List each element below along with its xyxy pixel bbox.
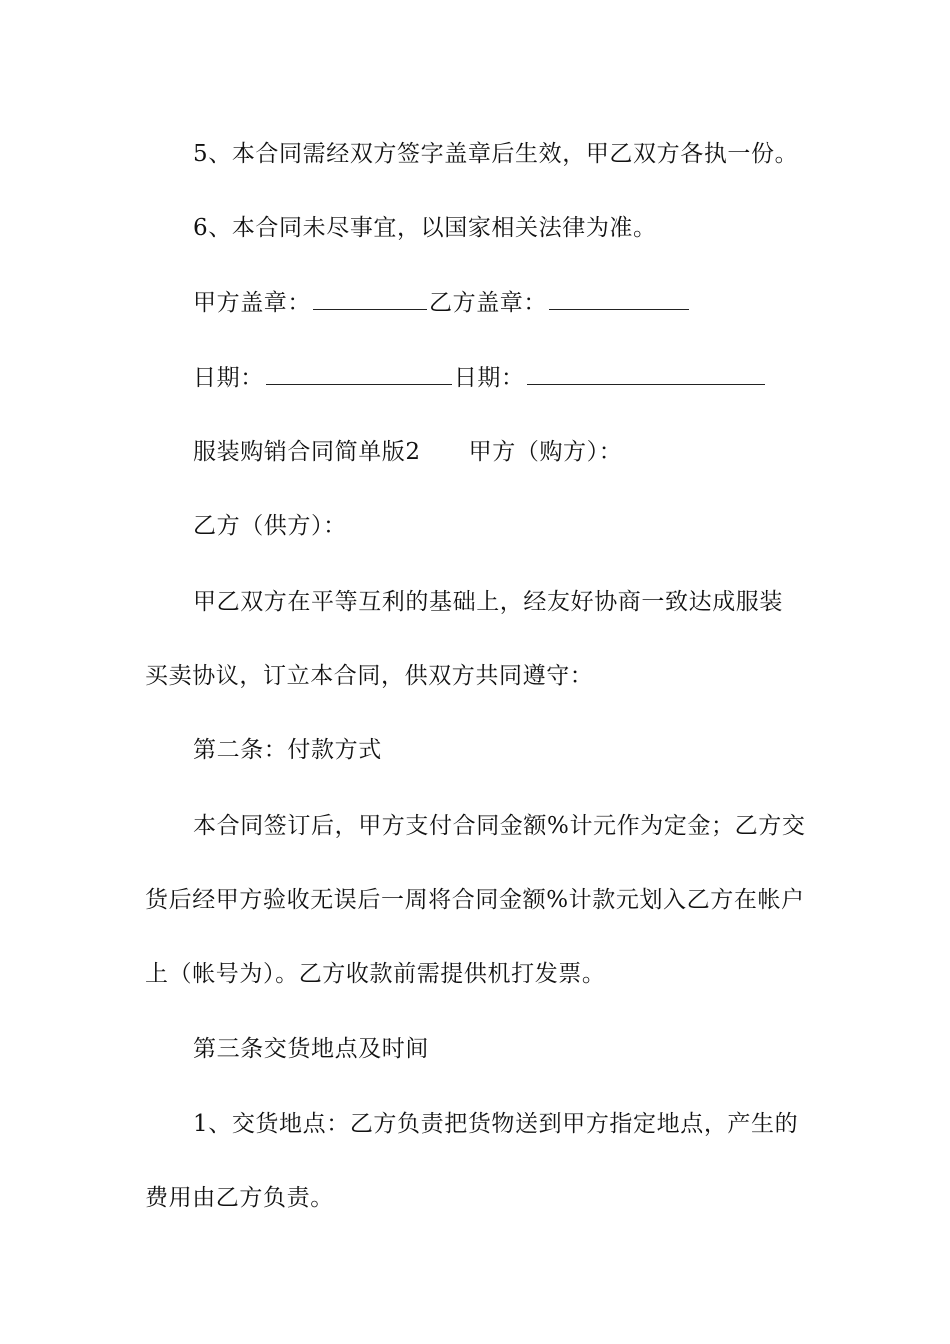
date-b-label: 日期：	[453, 365, 525, 391]
article-3-title: 第三条交货地点及时间	[193, 1036, 429, 1062]
article-3-item-1-line-2: 费用由乙方负责。	[145, 1185, 334, 1211]
intro-line-1: 甲乙双方在平等互利的基础上，经友好协商一致达成服装	[193, 589, 783, 615]
article-2-line-1: 本合同签订后，甲方支付合同金额%计元作为定金；乙方交	[193, 813, 806, 839]
signature-line	[145, 287, 825, 319]
party-a-seal-label: 甲方盖章：	[193, 290, 311, 316]
contract-title-line	[145, 436, 825, 468]
party-a-buyer: 甲方（购方）：	[468, 439, 623, 465]
clause-5: 5、本合同需经双方签字盖章后生效，甲乙双方各执一份。	[193, 141, 799, 167]
party-b-seal-label: 乙方盖章：	[429, 290, 547, 316]
article-2-line-2: 货后经甲方验收无误后一周将合同金额%计款元划入乙方在帐户	[145, 887, 805, 913]
contract-title: 服装购销合同简单版2	[193, 439, 421, 465]
date-a-label: 日期：	[193, 365, 264, 391]
party-a-seal-blank	[313, 287, 427, 310]
article-3-item-1-line-1: 1、交货地点：乙方负责把货物送到甲方指定地点，产生的	[193, 1111, 799, 1137]
date-a-blank	[266, 362, 452, 385]
intro-line-2: 买卖协议，订立本合同，供双方共同遵守：	[145, 663, 594, 689]
article-2-line-3: 上（帐号为）。乙方收款前需提供机打发票。	[145, 961, 606, 987]
party-b-seal-blank	[549, 287, 689, 310]
article-2-title: 第二条：付款方式	[193, 737, 382, 763]
clause-6: 6、本合同未尽事宜，以国家相关法律为准。	[193, 215, 657, 241]
date-line	[145, 362, 825, 394]
date-b-blank	[527, 362, 765, 385]
party-b-supplier: 乙方（供方）：	[193, 513, 347, 539]
